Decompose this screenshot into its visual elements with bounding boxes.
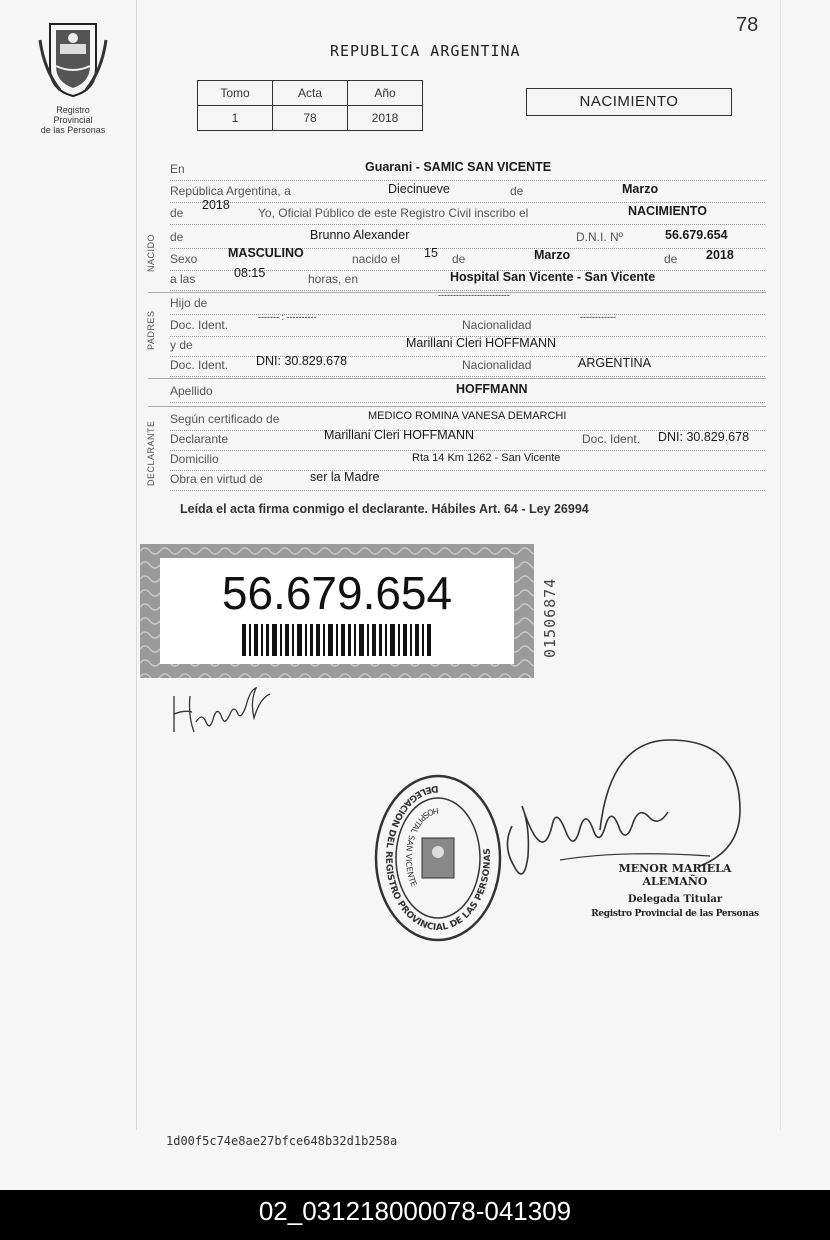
file-id-bar (0, 1190, 830, 1240)
page-number: 78 (736, 14, 759, 36)
value-nombre: Brunno Alexander (310, 228, 410, 242)
value-apellido: HOFFMANN (456, 382, 528, 396)
value-lugar: Guarani - SAMIC SAN VICENTE (365, 160, 552, 174)
label-yo: Yo, Oficial Público de este Registro Civil inscribo el (258, 206, 529, 220)
value-sexo: MASCULINO (228, 246, 304, 260)
document-title: REPUBLICA ARGENTINA (330, 42, 521, 60)
table-value-acta: 78 (273, 106, 348, 131)
logo-caption-2: de las Personas (40, 125, 106, 135)
value-madre-doc: DNI: 30.829.678 (256, 354, 348, 368)
value-certificado: MEDICO ROMINA VANESA DEMARCHI (368, 410, 567, 422)
side-label-padres: PADRES (146, 310, 156, 350)
file-id: 02_031218000078-041309 (258, 1196, 572, 1226)
label-en: En (170, 162, 185, 176)
label-doc-ident-declarante: Doc. Ident. (582, 432, 641, 446)
side-label-nacido: NACIDO (146, 233, 156, 272)
value-declarante: Marillani Cleri HOFFMANN (324, 428, 475, 442)
table-value-anio: 2018 (348, 106, 423, 131)
label-dni: D.N.I. Nº (576, 230, 624, 244)
value-padre-doc: ------- : ---------- (258, 312, 317, 322)
label-horas-en: horas, en (308, 272, 359, 286)
table-header-anio: Año (348, 81, 423, 106)
side-label-declarante: DECLARANTE (146, 420, 156, 486)
row-virtud (170, 470, 765, 491)
value-padre-nac: ------------ (580, 312, 616, 322)
value-tipo: NACIMIENTO (628, 204, 707, 218)
value-nac-anio: 2018 (706, 248, 734, 262)
label-doc-ident-madre: Doc. Ident. (170, 358, 229, 372)
svg-text:DELEGACION DEL REGISTRO PROVIN: DELEGACION DEL REGISTRO PROVINCIAL DE LAS PERSONAS (382, 782, 494, 934)
sticker-serial: 01506874 (541, 577, 559, 658)
value-hora: 08:15 (234, 266, 266, 280)
label-sexo: Sexo (170, 252, 198, 266)
left-margin-rule (136, 0, 137, 1130)
divider-padres (148, 378, 766, 379)
right-margin-rule (780, 0, 781, 1130)
value-dni: 56.679.654 (665, 228, 728, 242)
label-de-anio-nac: de (664, 252, 678, 266)
table-header-tomo: Tomo (198, 81, 273, 106)
label-apellido: Apellido (170, 384, 213, 398)
document-hash: 1d00f5c74e8ae27bfce648b32d1b258a (166, 1134, 398, 1148)
label-nacionalidad-madre: Nacionalidad (462, 358, 532, 372)
value-lugar-nac: Hospital San Vicente - San Vicente (450, 270, 656, 284)
table-value-tomo: 1 (198, 106, 273, 131)
label-de-mes: de (452, 252, 466, 266)
row-declarante (170, 430, 765, 451)
label-de-anio: de (170, 206, 184, 220)
table-header-acta: Acta (273, 81, 348, 106)
value-nac-dia: 15 (424, 246, 438, 260)
value-domicilio: Rta 14 Km 1262 - San Vicente (412, 452, 561, 464)
sticker-panel (160, 558, 514, 664)
row-madre-doc (170, 356, 765, 377)
value-anio: 2018 (202, 198, 230, 212)
sticker-dni-number: 56.679.654 (221, 567, 453, 619)
row-inscripcion (170, 198, 765, 225)
label-nacido-el: nacido el (352, 252, 401, 266)
value-padre: ------------------------ (438, 290, 510, 300)
value-declarante-doc: DNI: 30.829.678 (658, 430, 750, 444)
official-seal (372, 772, 504, 944)
official-name: MENOR MARIELA ALEMAÑO (618, 862, 732, 888)
label-republica: República Argentina, a (170, 184, 291, 198)
label-obra: Obra en virtud de (170, 472, 263, 486)
row-apellido (170, 382, 765, 403)
row-padre-doc (170, 312, 765, 337)
row-domicilio (170, 450, 765, 471)
value-madre: Marillani Cleri HOFFMANN (406, 336, 557, 350)
barcode (242, 624, 432, 656)
label-domicilio: Domicilio (170, 452, 219, 466)
label-doc-ident-padre: Doc. Ident. (170, 318, 229, 332)
logo-caption-1: Registro Provincial (53, 105, 93, 125)
label-nacionalidad-padre: Nacionalidad (462, 318, 532, 332)
label-a-las: a las (170, 272, 196, 286)
province-emblem-icon (36, 20, 110, 100)
tomo-acta-table (197, 80, 423, 131)
label-y-de: y de (170, 338, 193, 352)
dni-sticker (140, 544, 534, 678)
official-stamp-text (590, 862, 760, 919)
official-org: Registro Provincial de las Personas (591, 909, 759, 919)
row-fecha (170, 182, 765, 203)
record-type-box: NACIMIENTO (526, 88, 732, 116)
official-role: Delegada Titular (627, 894, 723, 905)
label-de-nombre: de (170, 230, 184, 244)
label-segun: Según certificado de (170, 412, 280, 426)
label-de: de (510, 184, 524, 198)
value-virtud: ser la Madre (310, 470, 380, 484)
value-mes: Marzo (622, 182, 659, 196)
value-nac-mes: Marzo (534, 248, 571, 262)
value-dia: Diecinueve (388, 182, 450, 196)
row-hora (170, 266, 765, 291)
declarant-signature (168, 682, 288, 742)
label-declarante: Declarante (170, 432, 229, 446)
value-madre-nac: ARGENTINA (578, 356, 651, 370)
divider-apellido (148, 406, 766, 407)
row-lugar (170, 160, 765, 181)
registry-logo (36, 20, 110, 135)
label-hijo-de: Hijo de (170, 296, 208, 310)
svg-text:HOSPITAL SAN VICENTE: HOSPITAL SAN VICENTE (403, 805, 440, 888)
legal-footnote: Leída el acta firma conmigo el declarante. Hábiles Art. 64 - Ley 26994 (180, 502, 589, 516)
